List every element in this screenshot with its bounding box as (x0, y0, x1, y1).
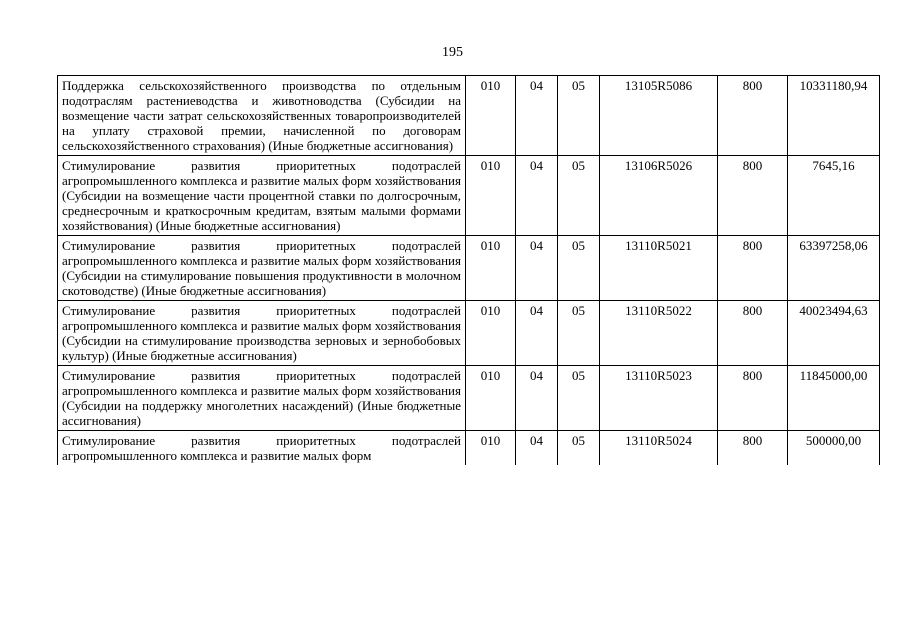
row-ministry-code: 010 (466, 301, 516, 366)
row-description: Поддержка сельскохозяйственного производства по отдельным подотраслям растениеводства и животноводства (Субсидии на возмещение части затрат сельскохозяйственных товаропроизводителей на уплату страховой премии, начисленной по договорам сельскохозяйственного страхования) (Иные бюджетные ассигнования) (58, 76, 466, 156)
row-amount: 10331180,94 (788, 76, 880, 156)
row-subsection-code: 05 (558, 156, 600, 236)
table-row (58, 366, 880, 431)
row-amount: 11845000,00 (788, 366, 880, 431)
row-description: Стимулирование развития приоритетных подотраслей агропромышленного комплекса и развитие малых форм хозяйствования (Субсидии на поддержку многолетних насаждений) (Иные бюджетные ассигнования) (58, 366, 466, 431)
row-description: Стимулирование развития приоритетных подотраслей агропромышленного комплекса и развитие малых форм (58, 431, 466, 466)
table-row (58, 156, 880, 236)
row-subsection-code: 05 (558, 236, 600, 301)
table-row (58, 431, 880, 466)
row-description: Стимулирование развития приоритетных подотраслей агропромышленного комплекса и развитие малых форм хозяйствования (Субсидии на стимулирование повышения продуктивности в молочном скотоводстве) (Иные бюджетные ассигнования) (58, 236, 466, 301)
row-section-code: 04 (516, 76, 558, 156)
table-row (58, 301, 880, 366)
row-subsection-code: 05 (558, 301, 600, 366)
table-row (58, 236, 880, 301)
row-description: Стимулирование развития приоритетных подотраслей агропромышленного комплекса и развитие малых форм хозяйствования (Субсидии на возмещение части процентной ставки по долгосрочным, среднесрочным и краткосрочным кредитам, взятым малыми формами хозяйствования) (Иные бюджетные ассигнования) (58, 156, 466, 236)
row-ministry-code: 010 (466, 236, 516, 301)
row-ministry-code: 010 (466, 76, 516, 156)
row-expense-type: 800 (718, 431, 788, 466)
row-subsection-code: 05 (558, 431, 600, 466)
page-number: 195 (442, 45, 463, 60)
budget-table (57, 75, 880, 465)
row-amount: 63397258,06 (788, 236, 880, 301)
table-row (58, 76, 880, 156)
row-amount: 40023494,63 (788, 301, 880, 366)
row-target-code: 13105R5086 (600, 76, 718, 156)
row-ministry-code: 010 (466, 156, 516, 236)
row-target-code: 13106R5026 (600, 156, 718, 236)
row-ministry-code: 010 (466, 366, 516, 431)
row-section-code: 04 (516, 156, 558, 236)
row-ministry-code: 010 (466, 431, 516, 466)
row-subsection-code: 05 (558, 366, 600, 431)
row-target-code: 13110R5024 (600, 431, 718, 466)
row-target-code: 13110R5022 (600, 301, 718, 366)
row-expense-type: 800 (718, 76, 788, 156)
row-amount: 500000,00 (788, 431, 880, 466)
row-section-code: 04 (516, 301, 558, 366)
row-expense-type: 800 (718, 366, 788, 431)
row-section-code: 04 (516, 236, 558, 301)
row-subsection-code: 05 (558, 76, 600, 156)
row-expense-type: 800 (718, 156, 788, 236)
row-expense-type: 800 (718, 236, 788, 301)
row-description: Стимулирование развития приоритетных подотраслей агропромышленного комплекса и развитие малых форм хозяйствования (Субсидии на стимулирование производства зерновых и зернобобовых культур) (Иные бюджетные ассигнования) (58, 301, 466, 366)
row-section-code: 04 (516, 366, 558, 431)
row-target-code: 13110R5021 (600, 236, 718, 301)
row-expense-type: 800 (718, 301, 788, 366)
row-target-code: 13110R5023 (600, 366, 718, 431)
row-amount: 7645,16 (788, 156, 880, 236)
row-section-code: 04 (516, 431, 558, 466)
page-bottom-margin (0, 585, 905, 640)
